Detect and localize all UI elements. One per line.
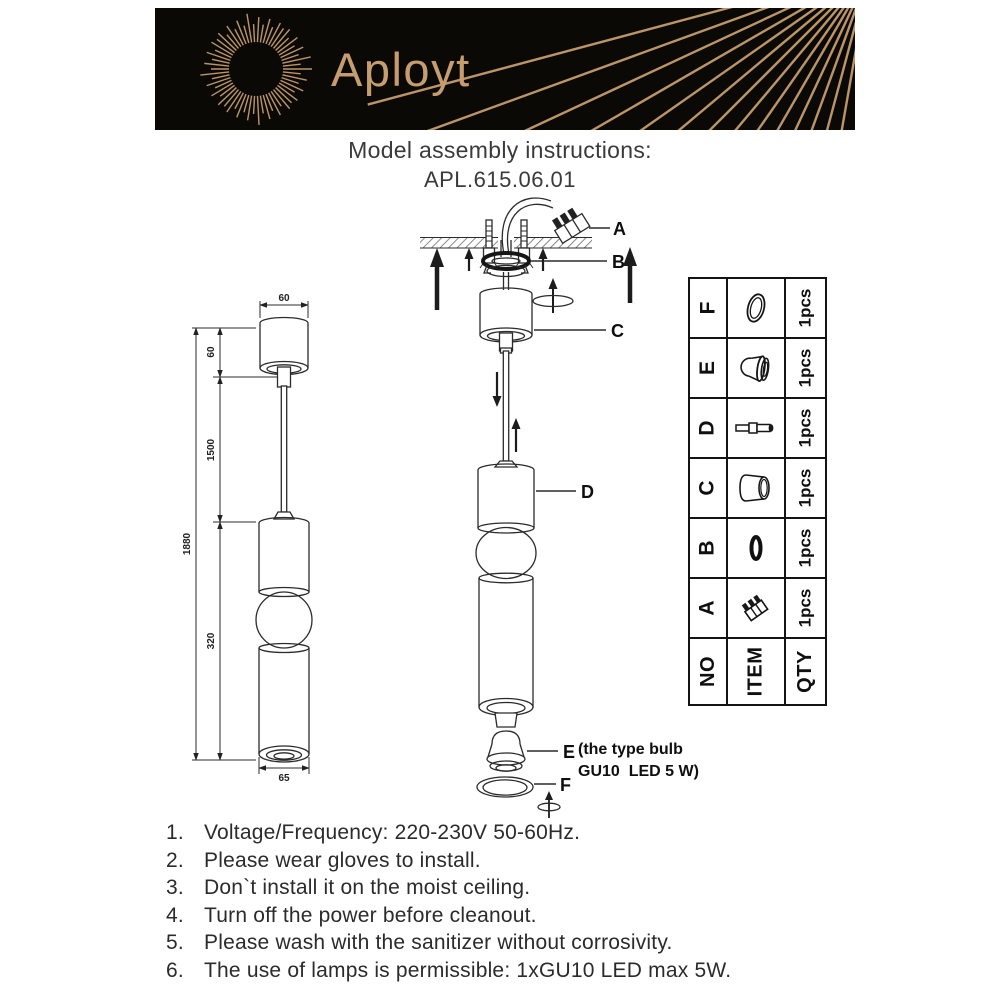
bulb-part bbox=[487, 713, 525, 771]
instruction-text: Please wear gloves to install. bbox=[204, 848, 481, 872]
table-row-no: B bbox=[690, 519, 728, 579]
gasket-icon bbox=[744, 529, 768, 567]
table-row-item bbox=[728, 579, 786, 639]
table-header-item: ITEM bbox=[728, 639, 786, 704]
mounting-ring-icon bbox=[483, 253, 529, 277]
left-dimensioned-view bbox=[182, 293, 312, 784]
instruction-number: 4. bbox=[166, 903, 184, 927]
rotate-arrow-icon bbox=[538, 791, 560, 818]
dim-canopy-width: 60 bbox=[278, 293, 290, 304]
rotate-arrow-icon bbox=[533, 278, 573, 313]
title-block bbox=[0, 137, 1000, 193]
instruction-item bbox=[166, 847, 731, 875]
table-row-item bbox=[728, 519, 786, 579]
terminal-icon bbox=[737, 589, 775, 627]
instruction-number: 3. bbox=[166, 876, 184, 900]
table-row-qty: 1pcs bbox=[786, 399, 825, 459]
page-title: Model assembly instructions: bbox=[348, 137, 652, 163]
dim-overall-height: 1880 bbox=[182, 532, 193, 556]
dim-canopy-height: 60 bbox=[206, 346, 217, 358]
bulb-note-line2: GU10 LED 5 W) bbox=[578, 763, 699, 780]
table-row-qty: 1pcs bbox=[786, 279, 825, 339]
instruction-text: Don`t install it on the moist ceiling. bbox=[204, 876, 531, 900]
instruction-list bbox=[166, 819, 731, 985]
canopy-part bbox=[480, 272, 532, 351]
brand-logo-text: Aployt bbox=[331, 43, 471, 96]
instruction-item bbox=[166, 957, 731, 985]
instruction-number: 6. bbox=[166, 958, 184, 982]
bulb-icon bbox=[736, 346, 776, 390]
instruction-item bbox=[166, 929, 731, 957]
instruction-number: 1. bbox=[166, 821, 184, 844]
sunburst-logo-icon bbox=[200, 14, 312, 125]
table-row-qty: 1pcs bbox=[786, 579, 825, 639]
table-row-qty: 1pcs bbox=[786, 519, 825, 579]
instruction-item bbox=[166, 902, 731, 930]
label-c: C bbox=[611, 321, 624, 341]
model-number: APL.615.06.01 bbox=[423, 167, 577, 192]
dim-rod-length: 1500 bbox=[206, 438, 217, 462]
banner-decor bbox=[155, 8, 855, 130]
table-row-item bbox=[728, 459, 786, 519]
label-a: A bbox=[613, 219, 626, 239]
label-e: E bbox=[563, 742, 576, 762]
table-header-no: NO bbox=[690, 639, 728, 704]
instruction-text: Turn off the power before cleanout. bbox=[204, 903, 537, 927]
table-row-no: A bbox=[690, 579, 728, 639]
dim-shade-width: 65 bbox=[278, 773, 290, 784]
table-row-item bbox=[728, 399, 786, 459]
table-row-no: C bbox=[690, 459, 728, 519]
table-row-qty: 1pcs bbox=[786, 339, 825, 399]
table-row-no: D bbox=[690, 399, 728, 459]
table-row-no: E bbox=[690, 339, 728, 399]
instruction-number: 5. bbox=[166, 931, 184, 955]
table-row-no: F bbox=[690, 279, 728, 339]
instruction-item bbox=[166, 819, 731, 847]
table-row-item bbox=[728, 279, 786, 339]
label-f: F bbox=[560, 775, 571, 795]
connector-icon bbox=[734, 415, 778, 441]
ring-icon bbox=[736, 286, 776, 330]
bulb-note-line1: (the type bulb bbox=[578, 741, 683, 758]
brand-banner bbox=[155, 8, 855, 130]
label-b: B bbox=[612, 252, 625, 272]
canopy-icon bbox=[734, 469, 778, 507]
table-row-item bbox=[728, 339, 786, 399]
instruction-item bbox=[166, 874, 731, 902]
instruction-number: 2. bbox=[166, 848, 184, 872]
instruction-text: Voltage/Frequency: 220-230V 50-60Hz. bbox=[204, 821, 581, 844]
assembly-view bbox=[420, 198, 699, 818]
trim-ring-part bbox=[477, 777, 533, 797]
parts-table bbox=[688, 277, 827, 706]
dim-body-height: 320 bbox=[206, 632, 217, 650]
instruction-text: The use of lamps is permissible: 1xGU10 LED max 5W. bbox=[204, 958, 732, 982]
table-header-qty: QTY bbox=[786, 639, 825, 704]
lamp-body-part bbox=[476, 461, 536, 716]
label-d: D bbox=[581, 482, 594, 502]
table-row-qty: 1pcs bbox=[786, 459, 825, 519]
instruction-text: Please wash with the sanitizer without corrosivity. bbox=[204, 931, 673, 955]
